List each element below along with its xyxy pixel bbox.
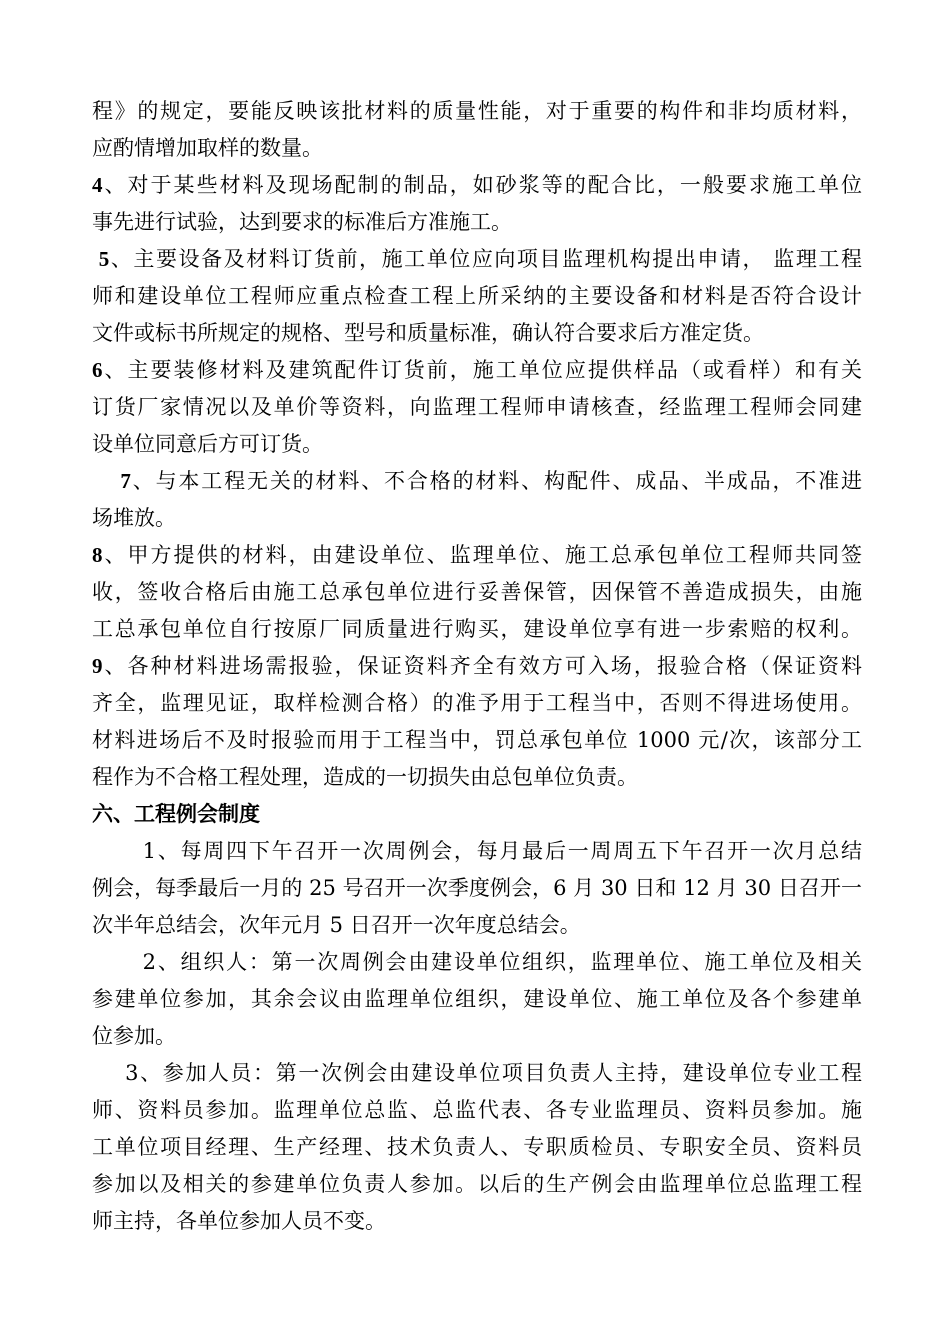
- line-text: 应酌情增加取样的数量。: [92, 136, 323, 160]
- text-line: [92, 503, 862, 533]
- line-text: 、对于某些材料及现场配制的制品，如砂浆等的配合比，一般要求施工单位: [102, 173, 862, 197]
- line-text: 参加以及相关的参建单位负责人参加。以后的生产例会由监理单位总监理工程: [92, 1172, 862, 1196]
- line-text: 3、参加人员：第一次例会由建设单位项目负责人主持，建设单位专业工程: [92, 1061, 862, 1085]
- line-text: 2、组织人：第一次周例会由建设单位组织，监理单位、施工单位及相关: [92, 950, 862, 974]
- text-line: [92, 1058, 862, 1088]
- text-line: [92, 577, 862, 607]
- text-line: [92, 207, 862, 237]
- line-text: 材料进场后不及时报验而用于工程当中，罚总承包单位 1000 元/次，该部分工: [92, 728, 862, 752]
- item-number: 4: [92, 173, 103, 197]
- line-text: 师主持，各单位参加人员不变。: [92, 1209, 386, 1233]
- text-line: [92, 725, 862, 755]
- text-line: [92, 762, 862, 792]
- text-line: [92, 1095, 862, 1125]
- text-line: [92, 466, 862, 496]
- line-text: 、主要装修材料及建筑配件订货前，施工单位应提供样品（或看样）和有关: [102, 358, 862, 382]
- line-text: 六、工程例会制度: [92, 801, 260, 826]
- section-heading: [92, 799, 862, 829]
- line-text: 事先进行试验，达到要求的标准后方准施工。: [92, 210, 512, 234]
- line-text: 师、资料员参加。监理单位总监、总监代表、各专业监理员、资料员参加。施: [92, 1098, 862, 1122]
- line-text: 订货厂家情况以及单价等资料，向监理工程师申请核查，经监理工程师会同建: [92, 395, 862, 419]
- text-line: [92, 281, 862, 311]
- item-number: 8: [92, 543, 103, 567]
- line-text: 工单位项目经理、生产经理、技术负责人、专职质检员、专职安全员、资料员: [92, 1135, 862, 1159]
- text-line: [92, 688, 862, 718]
- line-text: 、各种材料进场需报验，保证资料齐全有效方可入场，报验合格（保证资料: [102, 654, 862, 678]
- text-line: [92, 836, 862, 866]
- line-text: 、主要设备及材料订货前，施工单位应向项目监理机构提出申请， 监理工程: [109, 247, 862, 271]
- text-line: [92, 1169, 862, 1199]
- text-line: [92, 429, 862, 459]
- text-line: [92, 984, 862, 1014]
- text-line: [92, 133, 862, 163]
- text-line: [92, 355, 862, 385]
- line-text: 次半年总结会，次年元月 5 日召开一次年度总结会。: [92, 913, 581, 937]
- text-line: [92, 651, 862, 681]
- text-line: [92, 1021, 862, 1051]
- text-line: [92, 1206, 862, 1236]
- item-number: 5: [92, 247, 110, 271]
- line-text: 位参加。: [92, 1024, 176, 1048]
- line-text: 参建单位参加，其余会议由监理单位组织，建设单位、施工单位及各个参建单: [92, 987, 862, 1011]
- item-number: 9: [92, 654, 103, 678]
- text-line: [92, 873, 862, 903]
- text-line: [92, 318, 862, 348]
- line-text: 、与本工程无关的材料、不合格的材料、构配件、成品、半成品，不准进: [130, 469, 862, 493]
- text-line: [92, 244, 862, 274]
- text-line: [92, 392, 862, 422]
- text-line: [92, 170, 862, 200]
- line-text: 程》的规定，要能反映该批材料的质量性能，对于重要的构件和非均质材料，: [92, 99, 862, 123]
- line-text: 文件或标书所规定的规格、型号和质量标准，确认符合要求后方准定货。: [92, 321, 764, 345]
- item-number: 6: [92, 358, 103, 382]
- text-line: [92, 910, 862, 940]
- text-line: [92, 947, 862, 977]
- text-line: [92, 96, 862, 126]
- item-number: 7: [92, 469, 131, 493]
- line-text: 齐全，监理见证，取样检测合格）的准予用于工程当中，否则不得进场使用。: [92, 691, 862, 715]
- line-text: 场堆放。: [92, 506, 176, 530]
- text-line: [92, 1132, 862, 1162]
- line-text: 师和建设单位工程师应重点检查工程上所采纳的主要设备和材料是否符合设计: [92, 284, 862, 308]
- line-text: 1、每周四下午召开一次周例会，每月最后一周周五下午召开一次月总结: [92, 839, 862, 863]
- line-text: 程作为不合格工程处理，造成的一切损失由总包单位负责。: [92, 765, 638, 789]
- line-text: 收，签收合格后由施工总承包单位进行妥善保管，因保管不善造成损失，由施: [92, 580, 862, 604]
- line-text: 工总承包单位自行按原厂同质量进行购买，建设单位享有进一步索赔的权利。: [92, 617, 862, 641]
- line-text: 、甲方提供的材料，由建设单位、监理单位、施工总承包单位工程师共同签: [102, 543, 862, 567]
- text-line: [92, 540, 862, 570]
- line-text: 设单位同意后方可订货。: [92, 432, 323, 456]
- text-line: [92, 614, 862, 644]
- line-text: 例会，每季最后一月的 25 号召开一次季度例会，6 月 30 日和 12 月 30 日召开一: [92, 876, 862, 900]
